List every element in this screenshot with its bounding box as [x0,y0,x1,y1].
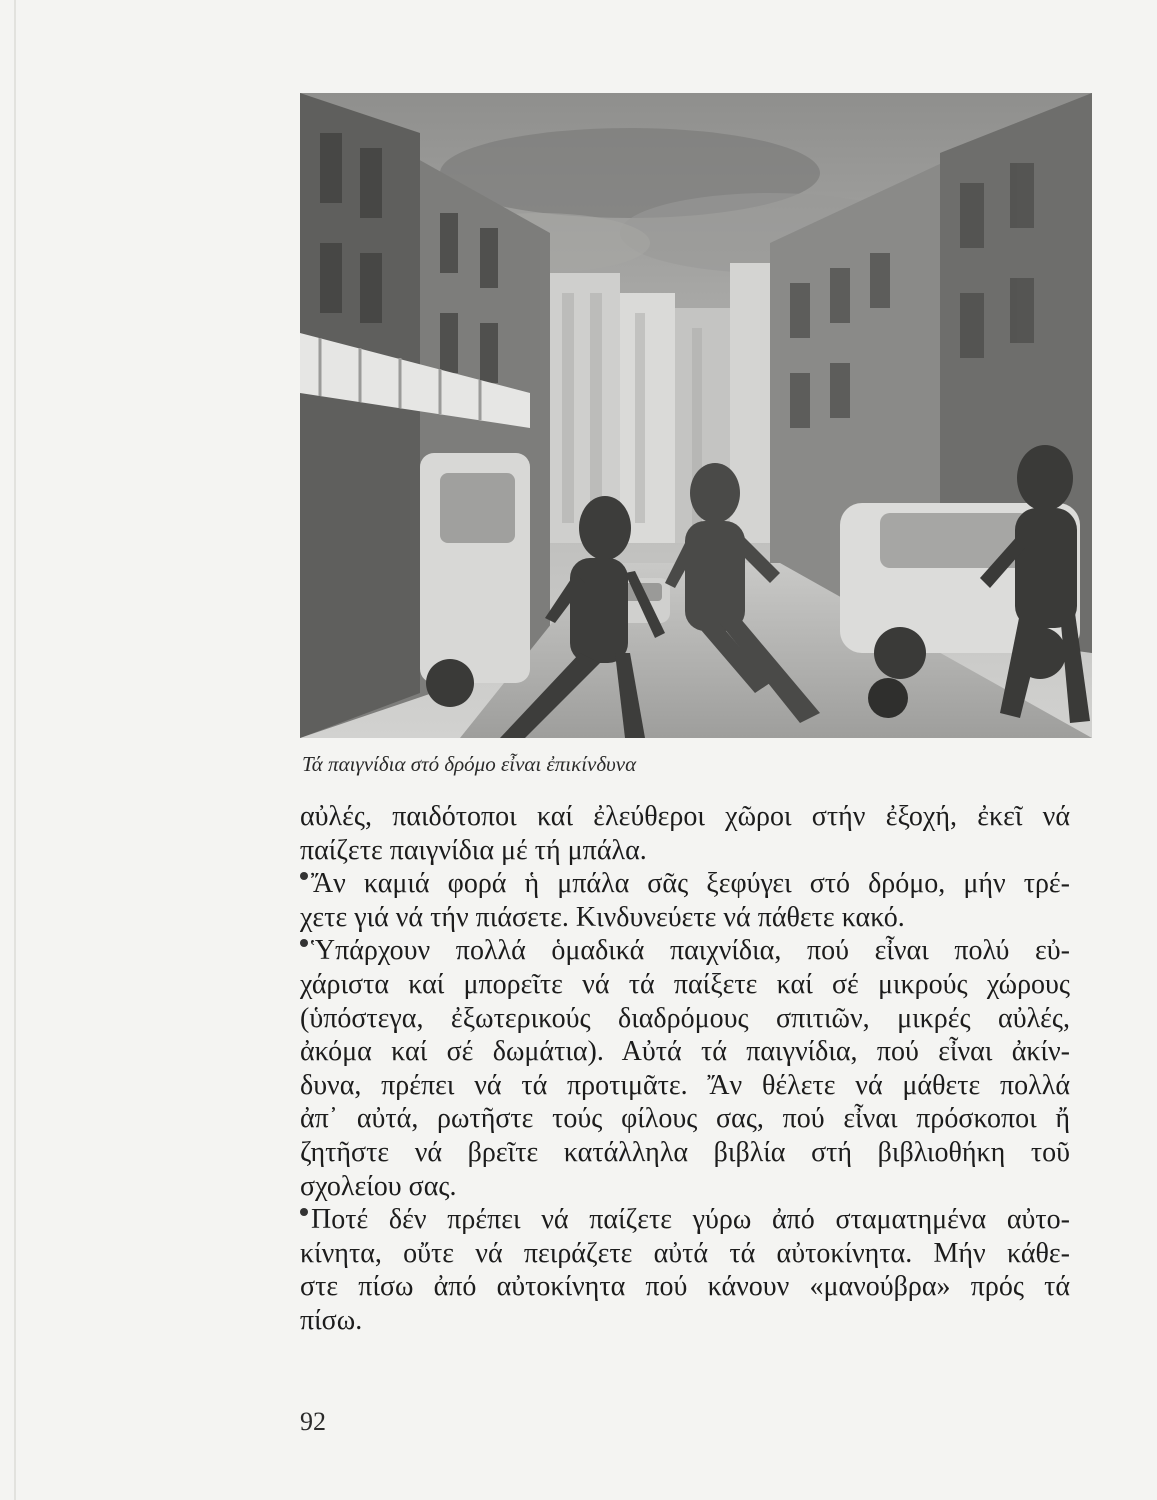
illustration-caption: Τά παιγνίδια στό δρόμο εἶναι ἐπικίνδυνα [302,752,637,776]
text-line: ἀκόμα καί σέ δωμάτια). Αὐτά τά παιγνίδια, πού εἶναι ἀκίν- [300,1036,1070,1068]
text-line: στε πίσω ἀπό αὐτοκίνητα πού κάνουν «μανούβρα» πρός τά [300,1271,1070,1303]
text-line: πίσω. [300,1304,363,1336]
bullet-icon [300,1208,308,1216]
text-line: Ποτέ δέν πρέπει νά παίζετε γύρω ἀπό σταματημένα αὐτο- [311,1204,1070,1236]
text-line: χετε γιά νά τήν πιάσετε. Κινδυνεύετε νά πάθετε κακό. [300,901,905,933]
text-line: κίνητα, οὔτε νά πειράζετε αὐτά τά αὐτοκίνητα. Μήν κάθε- [300,1237,1070,1269]
text-line: παίζετε παιγνίδια μέ τή μπάλα. [300,834,647,866]
text-line: σχολείου σας. [300,1170,457,1202]
street-football-illustration [300,93,1092,738]
text-line: Ὑπάρχουν πολλά ὁμαδικά παιχνίδια, πού εἶναι πολύ εὐ- [311,935,1070,967]
text-line-bullet [300,867,1070,901]
text-line: χάριστα καί μπορεῖτε νά τά παίξετε καί σέ μικρούς χώρους [300,968,1070,1000]
page-edge [14,0,16,1500]
text-line: Ἄν καμιά φορά ἡ μπάλα σᾶς ξεφύγει στό δρόμο, μήν τρέ- [311,868,1070,900]
bullet-icon [300,872,308,880]
text-line: ἀπ᾿ αὐτά, ρωτῆστε τούς φίλους σας, πού εἶναι πρόσκοποι ἤ [300,1103,1070,1135]
text-line-bullet [300,934,1070,968]
text-line-bullet [300,1203,1070,1237]
text-line: δυνα, πρέπει νά τά προτιμᾶτε. Ἄν θέλετε νά μάθετε πολλά [300,1069,1070,1101]
text-line: (ὑπόστεγα, ἐξωτερικούς διαδρόμους σπιτιῶν, μικρές αὐλές, [300,1002,1070,1034]
bullet-icon [300,939,308,947]
page-number: 92 [300,1407,326,1436]
text-line: αὐλές, παιδότοποι καί ἐλεύθεροι χῶροι στήν ἐξοχή, ἐκεῖ νά [300,801,1070,832]
text-line: ζητῆστε νά βρεῖτε κατάλληλα βιβλία στή βιβλιοθήκη τοῦ [300,1136,1070,1168]
body-text [300,800,1070,1338]
